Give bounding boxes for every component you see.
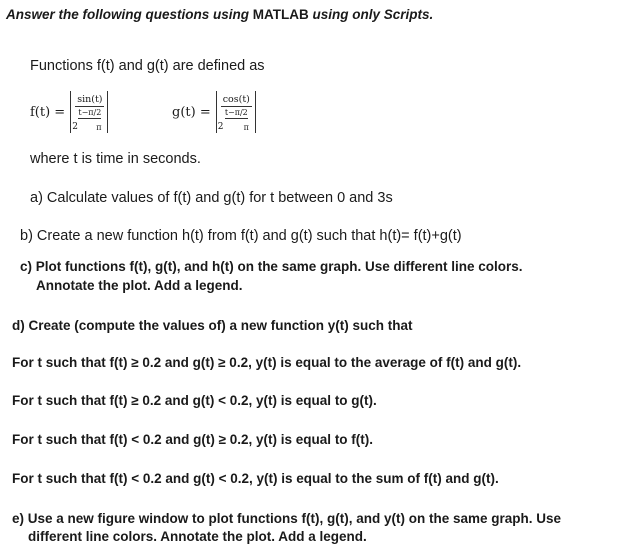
g-lhs: g(t) = <box>172 104 211 120</box>
question-c-line1: c) Plot functions f(t), g(t), and h(t) on the same graph. Use different line colors. <box>20 259 523 274</box>
f-pi: π <box>96 123 102 132</box>
where-text: where t is time in seconds. <box>30 151 201 167</box>
g-numerator: cos(t) <box>222 94 250 105</box>
g-abs-value <box>216 91 256 133</box>
question-d-case1: For t such that f(t) ≥ 0.2 and g(t) ≥ 0.2, y(t) is equal to the average of f(t) and g(t). <box>12 355 522 370</box>
g-den-exponent: t−π/2 <box>224 108 248 117</box>
question-d-case3: For t such that f(t) < 0.2 and g(t) ≥ 0.2, y(t) is equal to f(t). <box>12 432 374 447</box>
g-base-two: 2 <box>217 122 224 132</box>
f-den-bar <box>78 118 101 119</box>
question-e-line1: e) Use a new figure window to plot functions f(t), g(t), and y(t) on the same graph. Use <box>12 511 562 526</box>
f-abs-value <box>70 91 108 133</box>
question-b: b) Create a new function h(t) from f(t) and g(t) such that h(t)= f(t)+g(t) <box>20 228 462 244</box>
question-e-line2: different line colors. Annotate the plot. Add a legend. <box>28 529 367 544</box>
f-formula <box>30 91 108 133</box>
question-d-case2: For t such that f(t) ≥ 0.2 and g(t) < 0.2, y(t) is equal to g(t). <box>12 393 377 408</box>
f-lhs: f(t) = <box>30 104 66 120</box>
f-fraction-bar <box>75 106 104 107</box>
instructions-header <box>6 7 433 22</box>
g-den-bar <box>225 118 248 119</box>
f-base-two: 2 <box>72 122 78 132</box>
intro-text: Functions f(t) and g(t) are defined as <box>30 58 265 74</box>
question-c-line2: Annotate the plot. Add a legend. <box>36 278 243 293</box>
question-d-case4: For t such that f(t) < 0.2 and g(t) < 0.2, y(t) is equal to the sum of f(t) and g(t). <box>12 471 499 486</box>
g-pi: π <box>243 123 249 132</box>
question-d: d) Create (compute the values of) a new function y(t) such that <box>12 318 413 333</box>
f-numerator: sin(t) <box>77 94 103 105</box>
header-part1: Answer the following questions using <box>6 7 253 22</box>
question-a: a) Calculate values of f(t) and g(t) for t between 0 and 3s <box>30 190 393 206</box>
g-fraction-bar <box>221 106 252 107</box>
header-matlab: MATLAB <box>252 7 309 22</box>
f-den-exponent: t−π/2 <box>78 108 102 117</box>
g-formula <box>172 91 256 133</box>
header-part2: using only Scripts. <box>308 7 434 22</box>
